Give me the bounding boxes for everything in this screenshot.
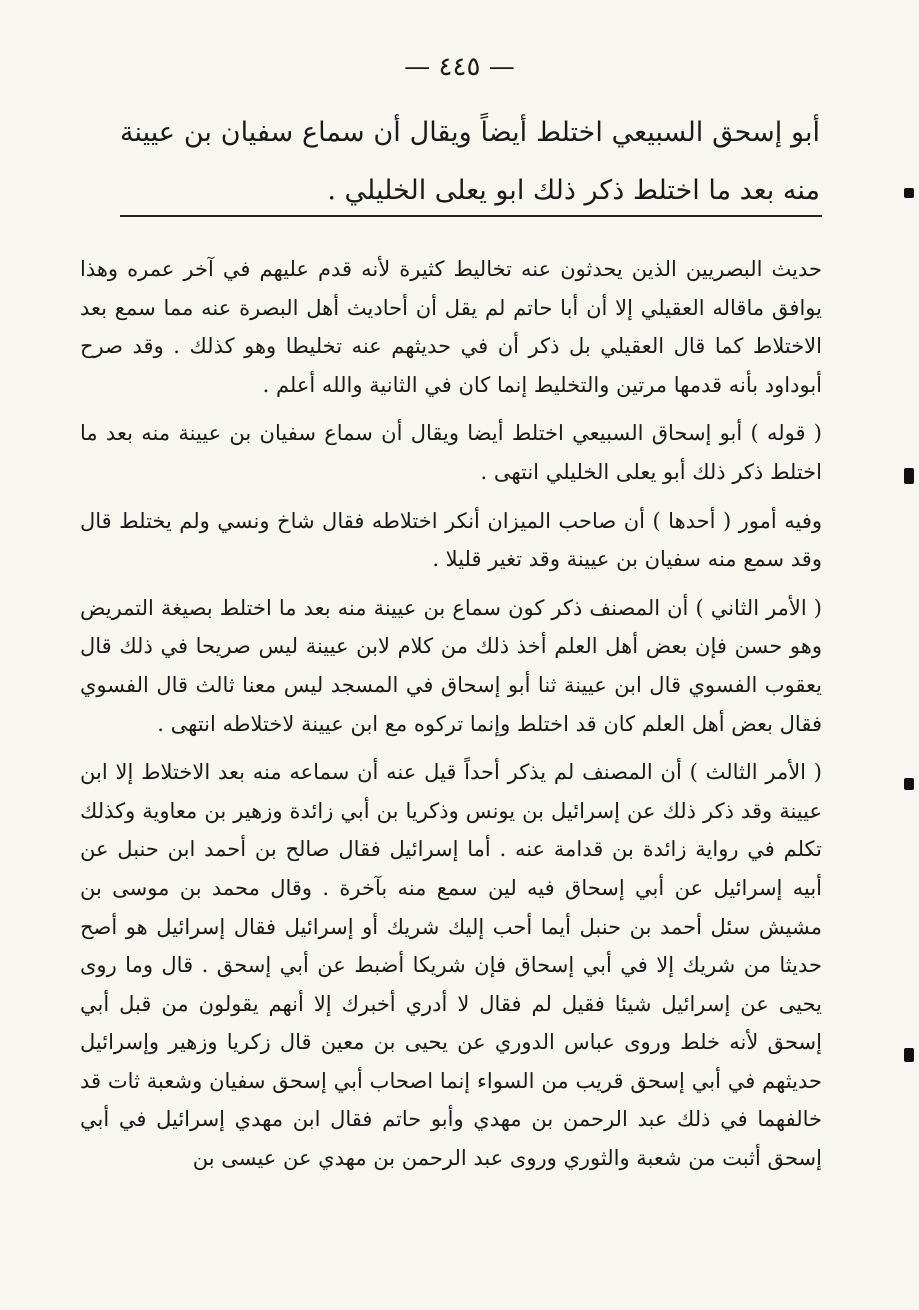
commentary-paragraph: حديث البصريين الذين يحدثون عنه تخاليط كثيرة لأنه قدم عليهم في آخر عمره وهذا يوافق ماقاله العقيلي إلا أن أبا حاتم لم يقل أن أحاديث أهل البصرة عنه مما سمع بعد الاختلاط كما قال العقيلي بل ذكر أن في حديثهم عنه تخليطا وهو كذلك . وقد صرح أبوداود بأنه قدمها مرتين والتخليط إنما كان في الثانية والله أعلم . xyxy=(80,257,822,397)
commentary-paragraph: ( قوله ) أبو إسحاق السبيعي اختلط أيضا ويقال أن سماع سفيان بن عيينة منه بعد ما اختلط ذكر ذلك أبو يعلى الخليلي انتهى . xyxy=(80,421,822,484)
main-text xyxy=(120,104,820,220)
page-number: — ٤٤٥ — xyxy=(404,52,515,82)
margin-mark xyxy=(904,1048,914,1062)
commentary xyxy=(80,250,822,1188)
separator-rule xyxy=(120,215,822,217)
main-text-paragraph: أبو إسحق السبيعي اختلط أيضاً ويقال أن سماع سفيان بن عيينة منه بعد ما اختلط ذكر ذلك ابو يعلى الخليلي . xyxy=(120,117,820,206)
margin-mark xyxy=(904,778,914,790)
margin-mark xyxy=(904,188,914,198)
commentary-paragraph: وفيه أمور ( أحدها ) أن صاحب الميزان أنكر اختلاطه فقال شاخ ونسي ولم يختلط قال وقد سمع منه سفيان بن عيينة وقد تغير قليلا . xyxy=(80,508,822,572)
commentary-paragraph: ( الأمر الثالث ) أن المصنف لم يذكر أحداً قيل عنه أن سماعه منه بعد الاختلاط إلا ابن عيينة وقد ذكر ذلك عن إسرائيل بن يونس وذكريا بن أبي زائدة وزهير بن معاوية وكذلك تكلم في رواية زائدة بن قدامة عنه . أما إسرائيل فقال صالح بن أحمد ابن حنبل عن أبيه إسرائيل عن أبي إسحاق فيه لين سمع منه بآخرة . وقال محمد بن موسى بن مشيش سئل أحمد بن حنبل أيما أحب إليك شريك أو إسرائيل فقال إسرائيل هو أصح حديثا من شريك إلا في أبي إسحاق فإن شريكا أضبط عن أبي إسحق . قال وما روى يحيى عن إسرائيل شيئا فقيل لم فقال لا أدري أخبرك إلا أنهم يقولون من قبل أبي إسحق لأنه خلط وروى عباس الدوري عن يحيى بن معين قال زكريا وزهير وإسرائيل حديثهم في أبي إسحق قريب من السواء إنما اصحاب أبي إسحق سفيان وشعبة ثات قد خالفهما في ذلك عبد الرحمن بن مهدي وأبو حاتم فقال ابن مهدي إسرائيل في أبي إسحق أثبت من شعبة والثوري وروى عبد الرحمن بن مهدي عن عيسى بن xyxy=(80,760,822,1171)
margin-mark xyxy=(904,468,914,484)
commentary-paragraph: ( الأمر الثاني ) أن المصنف ذكر كون سماع بن عيينة منه بعد ما اختلط بصيغة التمريض وهو حسن فإن بعض أهل العلم أخذ ذلك من كلام لابن عيينة ليس صريحا في ذلك قال يعقوب الفسوي قال ابن عيينة ثنا أبو إسحاق في المسجد ليس معنا ثالث قال الفسوي فقال بعض أهل العلم كان قد اختلط وإنما تركوه مع ابن عيينة لاختلاطه انتهى . xyxy=(80,595,822,736)
